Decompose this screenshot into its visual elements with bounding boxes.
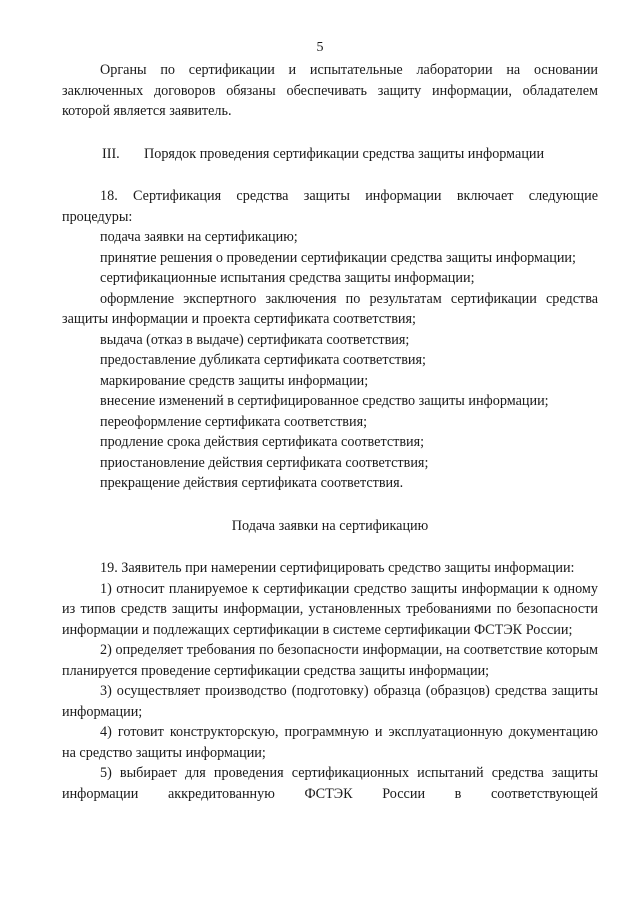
clause-18-item: приостановление действия сертификата соответствия; bbox=[100, 454, 429, 471]
clause-19-intro: 19. Заявитель при намерении сертифицировать средство защиты информации: bbox=[100, 560, 575, 576]
section-number: III. bbox=[102, 145, 120, 162]
section-title: Порядок проведения сертификации средства защиты информации bbox=[144, 145, 545, 162]
clause-19-item: 3) осуществляет производство (подготовку) образца (образцов) средства защиты информации; bbox=[62, 683, 598, 720]
clause-18-item: подача заявки на сертификацию; bbox=[100, 229, 298, 245]
section-heading bbox=[62, 144, 598, 165]
clause-19-item: 2) определяет требования по безопасности информации, на соответствие которым планируется проведение сертификации средства защиты информации; bbox=[62, 642, 598, 679]
clause-19-item: 1) относит планируемое к сертификации средство защиты информации к одному из типов средств защиты информации, установленных требованиями по безопасности информации и подлежащих сертификации в системе сертификации ФСТЭК России; bbox=[62, 580, 598, 638]
clause-18-item: выдача (отказ в выдаче) сертификата соответствия; bbox=[100, 331, 410, 348]
page-number: 5 bbox=[316, 40, 324, 55]
clause-18-intro: 18. Сертификация средства защиты информации включает следующие процедуры: bbox=[62, 188, 598, 225]
clause-18-item: маркирование средств защиты информации; bbox=[100, 372, 369, 389]
spacer bbox=[62, 164, 598, 186]
spacer bbox=[62, 536, 598, 558]
spacer bbox=[62, 122, 598, 144]
clause-18-item: прекращение действия сертификата соответствия. bbox=[100, 475, 404, 491]
clause-18-item: внесение изменений в сертифицированное средство защиты информации; bbox=[100, 393, 549, 409]
clause-18-item: предоставление дубликата сертификата соответствия; bbox=[100, 352, 426, 368]
clause-18-item: переоформление сертификата соответствия; bbox=[100, 413, 368, 430]
clause-19-item: 4) готовит конструкторскую, программную и эксплуатационную документацию на средство защиты информации; bbox=[62, 724, 598, 761]
spacer bbox=[62, 494, 598, 516]
clause-18-item: оформление экспертного заключения по результатам сертификации средства защиты информации и проекта сертификата соответствия; bbox=[62, 290, 598, 327]
document-body bbox=[62, 60, 598, 804]
clause-19-item: 5) выбирает для проведения сертификационных испытаний средства защиты информации аккредитованную ФСТЭК России в соответствующей bbox=[62, 765, 598, 802]
clause-18-item: принятие решения о проведении сертификации средства защиты информации; bbox=[100, 249, 576, 266]
subheading: Подача заявки на сертификацию bbox=[231, 517, 429, 534]
clause-18-item: сертификационные испытания средства защиты информации; bbox=[100, 270, 475, 286]
clause-18-item: продление срока действия сертификата соответствия; bbox=[100, 434, 425, 450]
intro-paragraph: Органы по сертификации и испытательные лаборатории на основании заключенных договоров обязаны обеспечивать защиту информации, обладателем которой является заявитель. bbox=[62, 62, 598, 119]
